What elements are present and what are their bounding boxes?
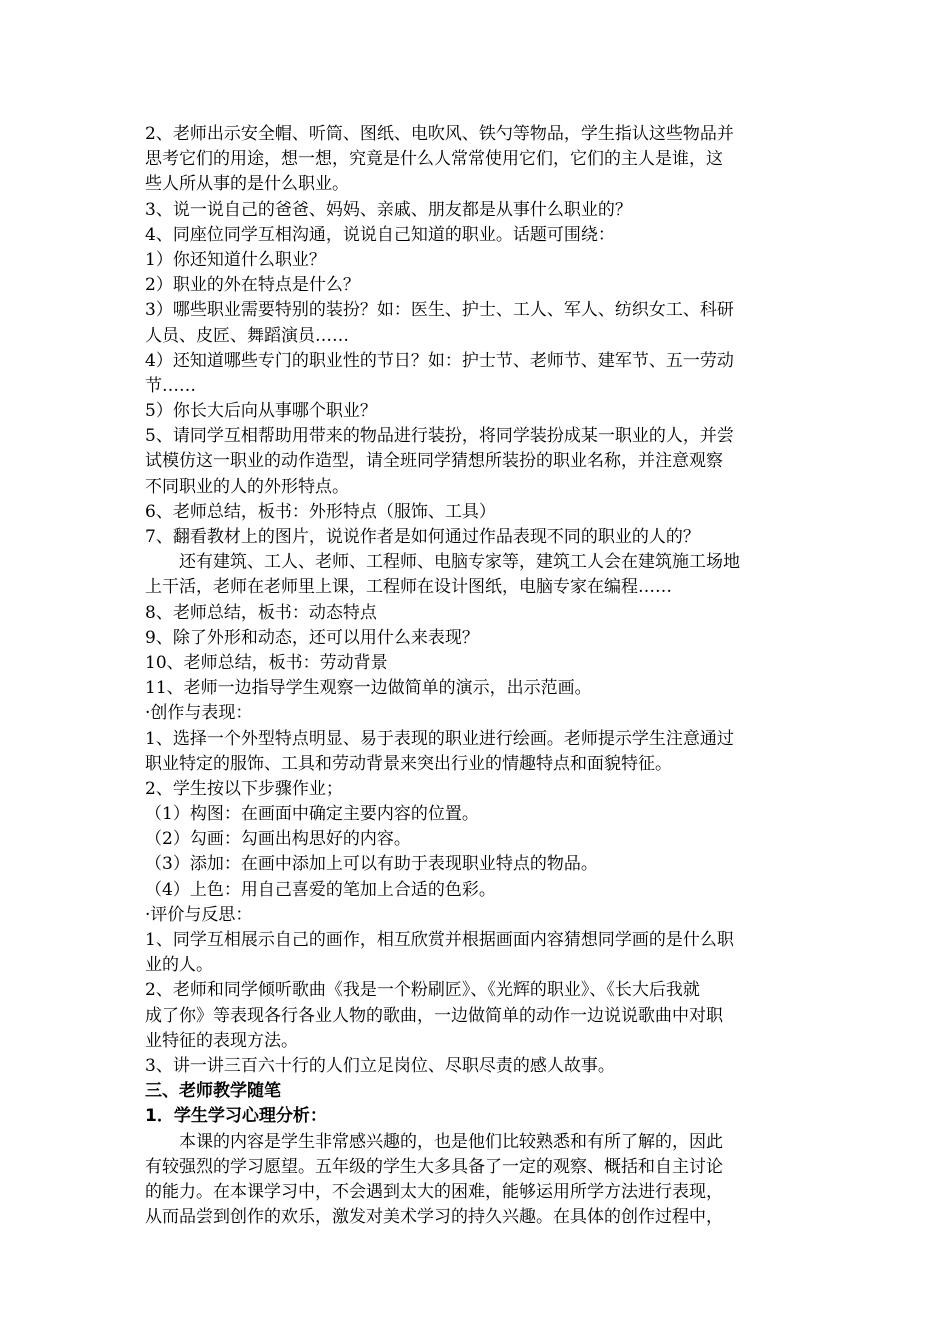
section-heading: 三、老师教学随笔 xyxy=(145,1081,281,1102)
text-line: 5、请同学互相帮助用带来的物品进行装扮，将同学装扮成某一职业的人，并尝 xyxy=(145,426,734,447)
subsection-heading: 1．学生学习心理分析： xyxy=(145,1106,327,1127)
text-line: 人员、皮匠、舞蹈演员…… xyxy=(145,325,349,346)
text-line: 还有建筑、工人、老师、工程师、电脑专家等，建筑工人会在建筑施工场地 xyxy=(145,552,740,573)
text-line: 2、学生按以下步骤作业； xyxy=(145,778,343,799)
text-line: 节…… xyxy=(145,375,196,396)
text-line: 9、除了外形和动态，还可以用什么来表现？ xyxy=(145,627,479,648)
text-line: （1）构图：在画面中确定主要内容的位置。 xyxy=(145,804,479,825)
text-line: 4、同座位同学互相沟通，说说自己知道的职业。话题可围绕： xyxy=(145,224,615,245)
text-line: ·评价与反思： xyxy=(145,904,253,925)
text-line: 些人所从事的是什么职业。 xyxy=(145,174,349,195)
text-line: 6、老师总结，板书：外形特点（服饰、工具） xyxy=(145,501,496,522)
text-line: 3、说一说自己的爸爸、妈妈、亲戚、朋友都是从事什么职业的？ xyxy=(145,199,632,220)
text-line: 本课的内容是学生非常感兴趣的，也是他们比较熟悉和有所了解的，因此 xyxy=(145,1131,723,1152)
text-line: 1、选择一个外型特点明显、易于表现的职业进行绘画。老师提示学生注意通过 xyxy=(145,728,734,749)
text-line: 1、同学互相展示自己的画作，相互欣赏并根据画面内容猜想同学画的是什么职 xyxy=(145,930,734,950)
text-line: 2、老师出示安全帽、听筒、图纸、电吹风、铁勺等物品，学生指认这些物品并 xyxy=(145,124,734,144)
text-line: 试模仿这一职业的动作造型，请全班同学猜想所装扮的职业名称，并注意观察 xyxy=(145,451,723,472)
text-line: 3）哪些职业需要特别的装扮？如：医生、护士、工人、军人、纺织女工、科研 xyxy=(145,300,734,321)
text-line: 10、老师总结，板书：劳动背景 xyxy=(145,652,388,673)
text-line: （4）上色：用自己喜爱的笔加上合适的色彩。 xyxy=(145,879,496,900)
text-line: 11、老师一边指导学生观察一边做简单的演示，出示范画。 xyxy=(145,678,592,699)
text-line: 思考它们的用途，想一想，究竟是什么人常常使用它们，它们的主人是谁，这 xyxy=(145,149,723,170)
text-line: 1）你还知道什么职业？ xyxy=(145,249,326,270)
text-line: ·创作与表现： xyxy=(145,703,253,724)
text-line: 有较强烈的学习愿望。五年级的学生大多具备了一定的观察、概括和自主讨论 xyxy=(145,1156,723,1177)
text-line: 2、老师和同学倾听歌曲《我是一个粉刷匠》、《光辉的职业》、《长大后我就 xyxy=(145,980,700,1001)
text-line: 职业特定的服饰、工具和劳动背景来突出行业的情趣特点和面貌特征。 xyxy=(145,753,672,774)
text-line: 8、老师总结，板书：动态特点 xyxy=(145,602,377,623)
text-line: （2）勾画：勾画出构思好的内容。 xyxy=(145,829,411,850)
text-line: 成了你》等表现各行各业人物的歌曲，一边做简单的动作一边说说歌曲中对职 xyxy=(145,1005,723,1026)
text-line: （3）添加：在画中添加上可以有助于表现职业特点的物品。 xyxy=(145,854,598,875)
text-line: 不同职业的人的外形特点。 xyxy=(145,476,349,497)
text-line: 上干活，老师在老师里上课，工程师在设计图纸，电脑专家在编程…… xyxy=(145,577,672,598)
text-line: 5）你长大后向从事哪个职业？ xyxy=(145,401,377,422)
text-line: 3、讲一讲三百六十行的人们立足岗位、尽职尽责的感人故事。 xyxy=(145,1055,615,1076)
text-line: 的能力。在本课学习中，不会遇到太大的困难，能够运用所学方法进行表现， xyxy=(145,1181,723,1202)
text-line: 业的人。 xyxy=(145,955,213,976)
text-line: 业特征的表现方法。 xyxy=(145,1030,298,1051)
document-page xyxy=(145,122,813,1230)
text-line: 7、翻看教材上的图片，说说作者是如何通过作品表现不同的职业的人的？ xyxy=(145,527,700,547)
text-line: 2）职业的外在特点是什么？ xyxy=(145,275,360,296)
text-line: 从而品尝到创作的欢乐，激发对美术学习的持久兴趣。在具体的创作过程中， xyxy=(145,1207,723,1228)
text-line: 4）还知道哪些专门的职业性的节日？如：护士节、老师节、建军节、五一劳动 xyxy=(145,350,734,371)
